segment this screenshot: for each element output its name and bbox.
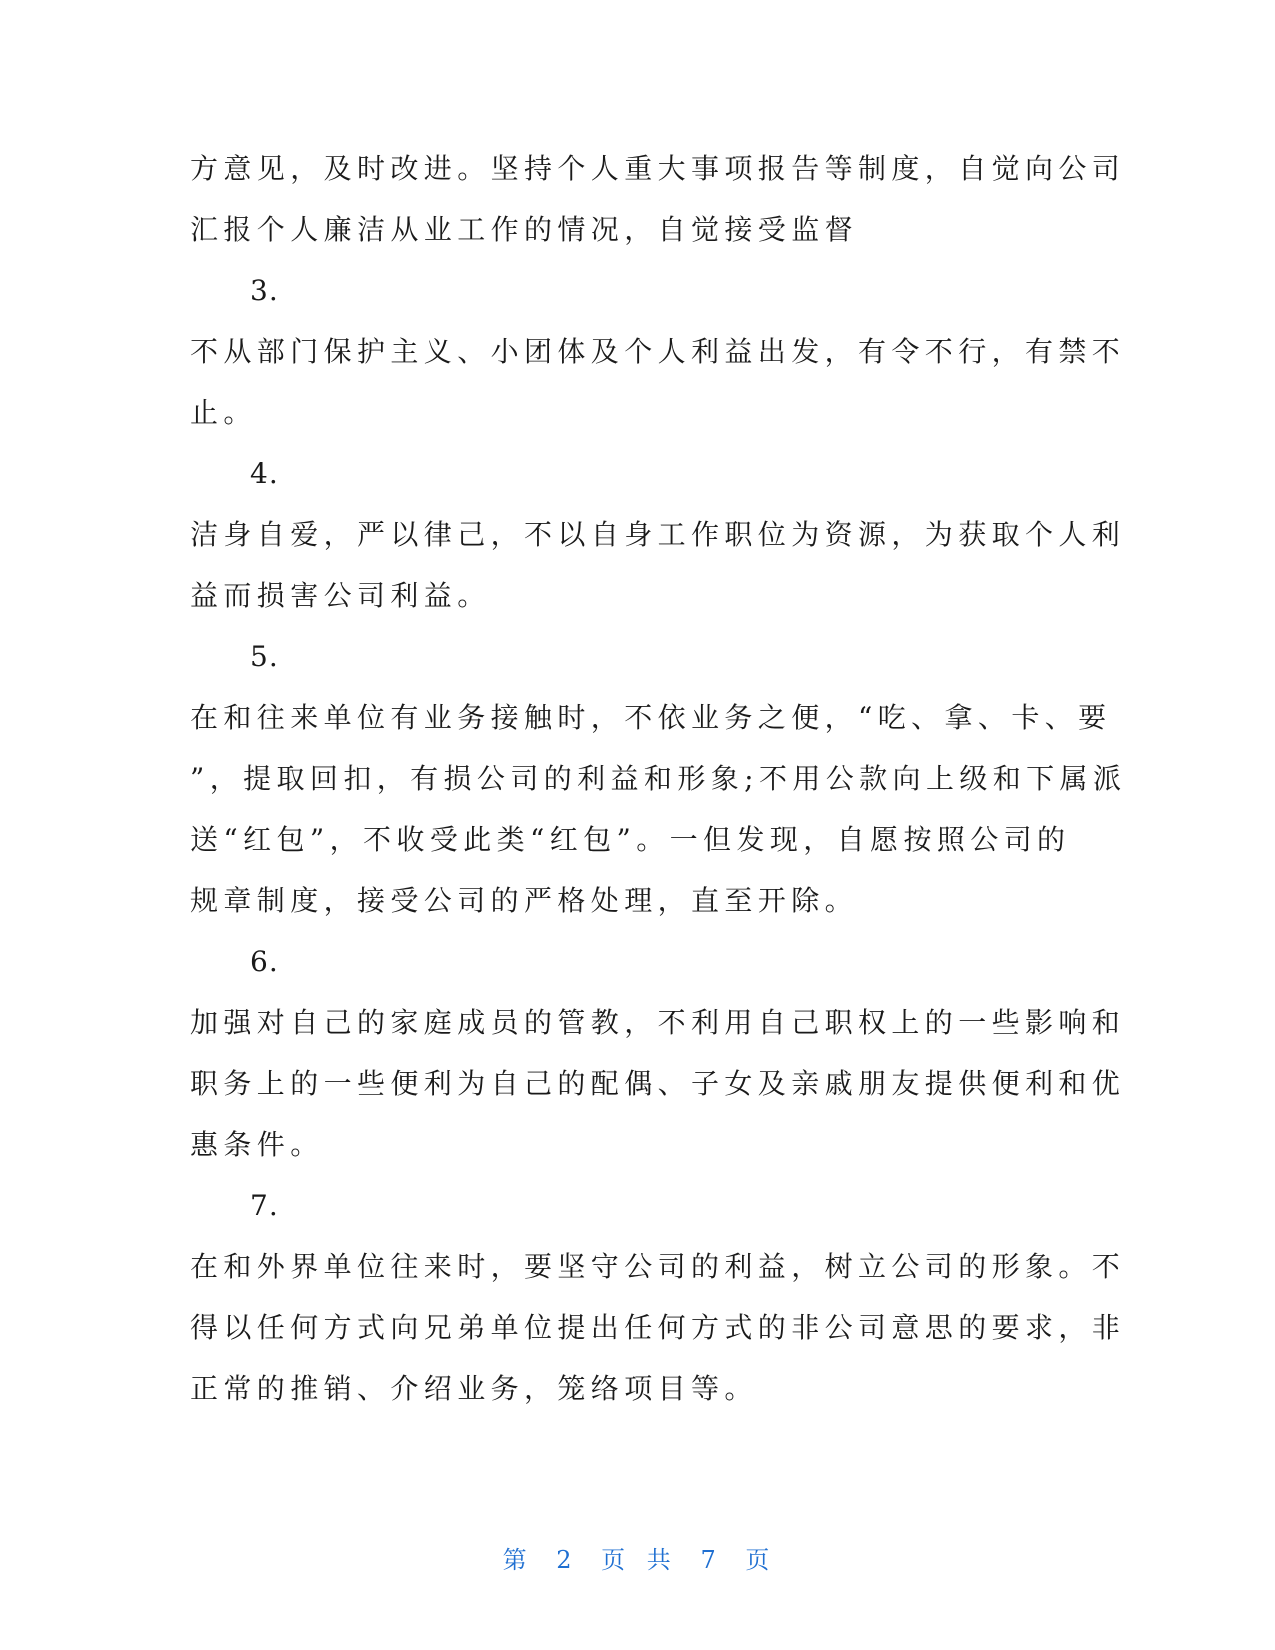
paragraph-line: 止。 [190, 396, 257, 429]
footer-prefix: 第 [502, 1546, 530, 1574]
item-number: 3. [250, 274, 279, 307]
footer-page-number: 2 [556, 1546, 575, 1574]
paragraph-line: 职务上的一些便利为自己的配偶、子女及亲戚朋友提供便利和优 [190, 1067, 1126, 1100]
document-body [190, 138, 1127, 1419]
paragraph-line: 在和外界单位往来时，要坚守公司的利益，树立公司的形象。不 [190, 1250, 1126, 1283]
footer-middle: 页 共 [601, 1546, 674, 1574]
paragraph-line: 益而损害公司利益。 [190, 579, 491, 612]
paragraph-line: 得以任何方式向兄弟单位提出任何方式的非公司意思的要求，非 [190, 1311, 1126, 1344]
paragraph-line: 正常的推销、介绍业务，笼络项目等。 [190, 1372, 758, 1405]
item-number: 5. [250, 640, 279, 673]
paragraph-line: 不从部门保护主义、小团体及个人利益出发，有令不行，有禁不 [190, 335, 1126, 368]
paragraph-line: 洁身自爱，严以律己，不以自身工作职位为资源，为获取个人利 [190, 518, 1126, 551]
paragraph-line: 在和往来单位有业务接触时，不依业务之便，“吃、拿、卡、要 [190, 701, 1112, 734]
footer-total-pages: 7 [700, 1546, 719, 1574]
paragraph-line: 汇报个人廉洁从业工作的情况，自觉接受监督 [190, 213, 859, 246]
item-number: 7. [250, 1189, 279, 1222]
item-number: 4. [250, 457, 279, 490]
paragraph-line: 惠条件。 [190, 1128, 324, 1161]
item-number: 6. [250, 945, 279, 978]
paragraph-line: 送“红包”，不收受此类“红包”。一但发现，自愿按照公司的 [190, 823, 1071, 856]
paragraph-line: 方意见，及时改进。坚持个人重大事项报告等制度，自觉向公司 [190, 152, 1126, 185]
paragraph-line: 规章制度，接受公司的严格处理，直至开除。 [190, 884, 859, 917]
paragraph-line: ”，提取回扣，有损公司的利益和形象;不用公款向上级和下属派 [190, 762, 1127, 795]
footer-suffix: 页 [745, 1546, 773, 1574]
page-footer [0, 1540, 1275, 1575]
paragraph-line: 加强对自己的家庭成员的管教，不利用自己职权上的一些影响和 [190, 1006, 1126, 1039]
